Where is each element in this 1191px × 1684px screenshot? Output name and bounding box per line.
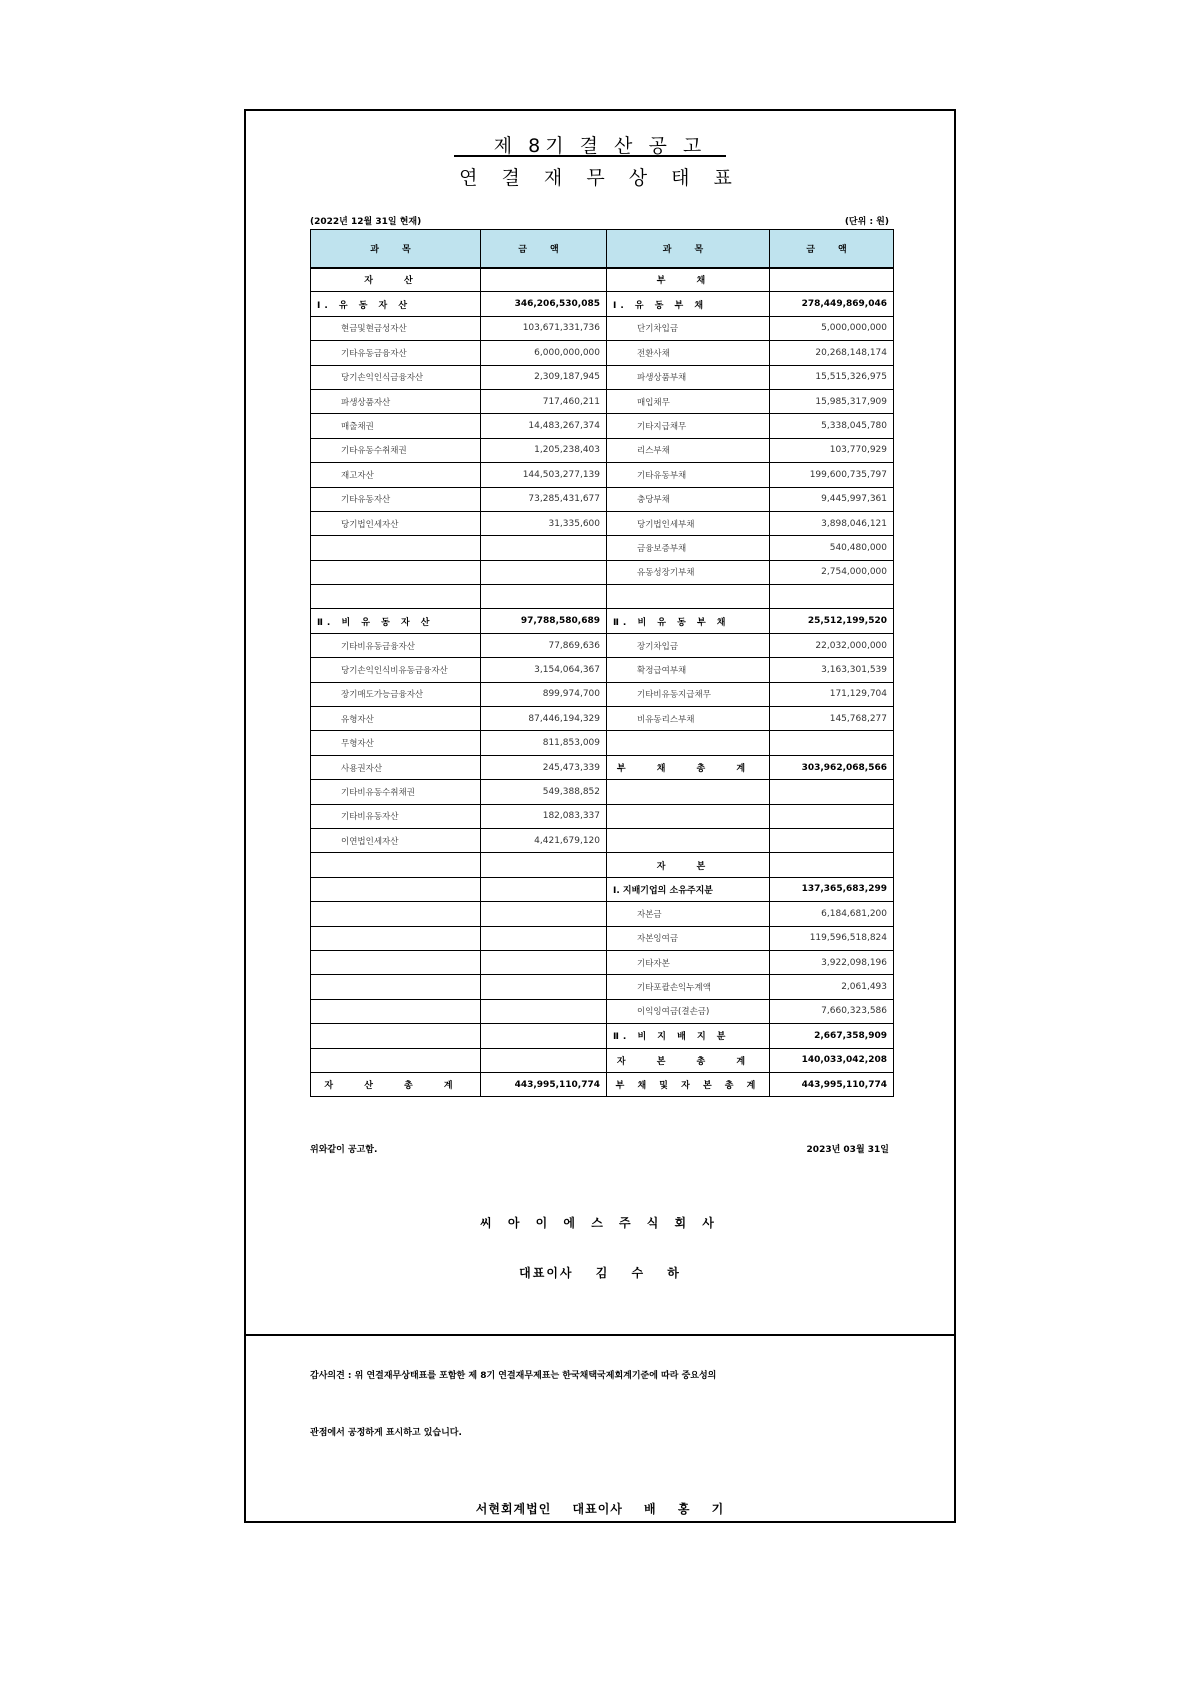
account-name-cell (311, 536, 481, 560)
amount-cell (481, 975, 607, 999)
table-row (311, 1048, 894, 1072)
amount-cell: 97,788,580,689 (481, 609, 607, 633)
account-name-cell: 현금및현금성자산 (311, 316, 481, 340)
table-row (311, 609, 894, 633)
table-row (311, 316, 894, 340)
account-name-cell: 기타지급채무 (607, 414, 770, 438)
account-name-cell: 단기차입금 (607, 316, 770, 340)
table-row (311, 926, 894, 950)
amount-cell: 9,445,997,361 (770, 487, 894, 511)
amount-cell: 2,754,000,000 (770, 560, 894, 584)
account-name-cell (311, 853, 481, 877)
amount-cell (481, 950, 607, 974)
account-name-cell: 기타유동수취채권 (311, 438, 481, 462)
table-row (311, 658, 894, 682)
amount-cell: 811,853,009 (481, 731, 607, 755)
amount-cell: 4,421,679,120 (481, 828, 607, 852)
account-name-cell: 자본잉여금 (607, 926, 770, 950)
table-row (311, 1072, 894, 1096)
account-name-cell: 이연법인세자산 (311, 828, 481, 852)
account-name-cell: 확정급여부채 (607, 658, 770, 682)
amount-cell: 199,600,735,797 (770, 463, 894, 487)
amount-cell: 1,205,238,403 (481, 438, 607, 462)
account-name-cell: 기타비유동수취채권 (311, 780, 481, 804)
account-name-cell: 유동성장기부채 (607, 560, 770, 584)
table-row (311, 292, 894, 316)
amount-cell: 103,770,929 (770, 438, 894, 462)
table-row (311, 585, 894, 609)
account-name-cell: 자 본 (607, 853, 770, 877)
amount-cell: 103,671,331,736 (481, 316, 607, 340)
title-underline (454, 155, 726, 157)
amount-cell: 137,365,683,299 (770, 877, 894, 901)
amount-cell: 22,032,000,000 (770, 633, 894, 657)
amount-cell: 119,596,518,824 (770, 926, 894, 950)
account-name-cell: 당기손익인식비유동금융자산 (311, 658, 481, 682)
column-header: 과 목 (311, 230, 481, 268)
table-row (311, 1024, 894, 1048)
amount-cell: 6,000,000,000 (481, 341, 607, 365)
page-title: 제 8기 결 산 공 고 (493, 135, 707, 157)
amount-cell (770, 268, 894, 292)
amount-cell: 549,388,852 (481, 780, 607, 804)
amount-cell: 14,483,267,374 (481, 414, 607, 438)
amount-cell: 171,129,704 (770, 682, 894, 706)
amount-cell: 278,449,869,046 (770, 292, 894, 316)
account-name-cell: 자 산 (311, 268, 481, 292)
document-frame (244, 109, 956, 1523)
account-name-cell: 당기손익인식금융자산 (311, 365, 481, 389)
account-name-cell: 기타비유동금융자산 (311, 633, 481, 657)
amount-cell: 15,985,317,909 (770, 389, 894, 413)
amount-cell (770, 853, 894, 877)
account-name-cell: 장기매도가능금융자산 (311, 682, 481, 706)
amount-cell: 87,446,194,329 (481, 707, 607, 731)
amount-cell: 140,033,042,208 (770, 1048, 894, 1072)
amount-cell: 73,285,431,677 (481, 487, 607, 511)
amount-cell: 3,898,046,121 (770, 511, 894, 535)
account-name-cell: 기타유동금융자산 (311, 341, 481, 365)
account-name-cell: 충당부채 (607, 487, 770, 511)
amount-cell (481, 877, 607, 901)
amount-cell: 899,974,700 (481, 682, 607, 706)
amount-cell: 3,163,301,539 (770, 658, 894, 682)
audit-opinion-line: 감사의견 : 위 연결재무상태표를 포함한 제 8기 연결재무제표는 한국채택국제회계기준에 따라 중요성의 (310, 1371, 717, 1381)
table-row (311, 633, 894, 657)
account-name-cell (607, 585, 770, 609)
account-name-cell (311, 926, 481, 950)
account-name-cell: 장기차입금 (607, 633, 770, 657)
table-row (311, 365, 894, 389)
amount-cell (770, 585, 894, 609)
table-row (311, 999, 894, 1023)
amount-cell (481, 999, 607, 1023)
amount-cell (770, 731, 894, 755)
account-name-cell: Ⅰ. 지배기업의 소유주지분 (607, 877, 770, 901)
account-name-cell: 유형자산 (311, 707, 481, 731)
table-row (311, 487, 894, 511)
account-name-cell: 부 채 (607, 268, 770, 292)
account-name-cell: 기타포괄손익누계액 (607, 975, 770, 999)
amount-cell (481, 1048, 607, 1072)
financial-statement-table (310, 229, 894, 1097)
audit-opinion-line: 관점에서 공정하게 표시하고 있습니다. (310, 1428, 462, 1438)
amount-cell: 346,206,530,085 (481, 292, 607, 316)
account-name-cell: 리스부채 (607, 438, 770, 462)
account-name-cell: 자 산 총 계 (311, 1072, 481, 1096)
amount-cell: 245,473,339 (481, 755, 607, 779)
amount-cell: 3,154,064,367 (481, 658, 607, 682)
announcement-note: 위와같이 공고함. (310, 1145, 378, 1155)
unit-label: (단위 : 원) (844, 217, 889, 227)
table-row (311, 536, 894, 560)
amount-cell: 31,335,600 (481, 511, 607, 535)
account-name-cell: 기타비유동지급채무 (607, 682, 770, 706)
account-name-cell (311, 1048, 481, 1072)
table-header-row (311, 230, 894, 268)
amount-cell: 443,995,110,774 (770, 1072, 894, 1096)
column-header: 금 액 (770, 230, 894, 268)
account-name-cell (607, 804, 770, 828)
section-divider (246, 1334, 954, 1336)
account-name-cell: Ⅰ. 유 동 부 채 (607, 292, 770, 316)
account-name-cell: Ⅱ. 비 유 동 자 산 (311, 609, 481, 633)
amount-cell: 717,460,211 (481, 389, 607, 413)
account-name-cell (311, 560, 481, 584)
table-row (311, 950, 894, 974)
account-name-cell: 당기법인세자산 (311, 511, 481, 535)
account-name-cell: 당기법인세부채 (607, 511, 770, 535)
table-row (311, 780, 894, 804)
table-row (311, 341, 894, 365)
account-name-cell: 기타유동자산 (311, 487, 481, 511)
account-name-cell (607, 731, 770, 755)
amount-cell (481, 536, 607, 560)
account-name-cell (311, 1024, 481, 1048)
amount-cell (770, 780, 894, 804)
account-name-cell (311, 950, 481, 974)
amount-cell: 5,000,000,000 (770, 316, 894, 340)
account-name-cell: 전환사채 (607, 341, 770, 365)
announcement-date: 2023년 03월 31일 (806, 1145, 889, 1155)
amount-cell: 25,512,199,520 (770, 609, 894, 633)
account-name-cell: 매입채무 (607, 389, 770, 413)
table-row (311, 804, 894, 828)
table-row (311, 707, 894, 731)
account-name-cell: Ⅰ. 유 동 자 산 (311, 292, 481, 316)
account-name-cell: 비유동리스부채 (607, 707, 770, 731)
account-name-cell: 무형자산 (311, 731, 481, 755)
amount-cell: 5,338,045,780 (770, 414, 894, 438)
table-row (311, 975, 894, 999)
account-name-cell: 기타자본 (607, 950, 770, 974)
table-row (311, 438, 894, 462)
amount-cell: 6,184,681,200 (770, 902, 894, 926)
account-name-cell: 이익잉여금(결손금) (607, 999, 770, 1023)
table-row (311, 560, 894, 584)
table-row (311, 877, 894, 901)
amount-cell: 2,309,187,945 (481, 365, 607, 389)
amount-cell: 3,922,098,196 (770, 950, 894, 974)
table-row (311, 828, 894, 852)
amount-cell: 77,869,636 (481, 633, 607, 657)
amount-cell: 182,083,337 (481, 804, 607, 828)
amount-cell: 540,480,000 (770, 536, 894, 560)
amount-cell (770, 828, 894, 852)
amount-cell: 20,268,148,174 (770, 341, 894, 365)
account-name-cell (311, 877, 481, 901)
table-row (311, 463, 894, 487)
amount-cell: 144,503,277,139 (481, 463, 607, 487)
account-name-cell: 재고자산 (311, 463, 481, 487)
account-name-cell: 매출채권 (311, 414, 481, 438)
account-name-cell: 금융보증부채 (607, 536, 770, 560)
amount-cell: 15,515,326,975 (770, 365, 894, 389)
account-name-cell (311, 585, 481, 609)
account-name-cell (311, 975, 481, 999)
account-name-cell: 자본금 (607, 902, 770, 926)
column-header: 금 액 (481, 230, 607, 268)
amount-cell: 7,660,323,586 (770, 999, 894, 1023)
table-row (311, 268, 894, 292)
account-name-cell: 부 채 및 자 본 총 계 (607, 1072, 770, 1096)
account-name-cell: 파생상품자산 (311, 389, 481, 413)
amount-cell: 2,667,358,909 (770, 1024, 894, 1048)
account-name-cell: 파생상품부채 (607, 365, 770, 389)
amount-cell (481, 902, 607, 926)
company-name: 씨 아 이 에 스 주 식 회 사 (480, 1216, 720, 1230)
table-row (311, 511, 894, 535)
page-subtitle: 연 결 재 무 상 태 표 (459, 167, 741, 189)
account-name-cell (311, 999, 481, 1023)
amount-cell (481, 560, 607, 584)
column-header: 과 목 (607, 230, 770, 268)
table-row (311, 853, 894, 877)
account-name-cell: Ⅱ. 비 지 배 지 분 (607, 1024, 770, 1048)
account-name-cell: 사용권자산 (311, 755, 481, 779)
amount-cell: 145,768,277 (770, 707, 894, 731)
account-name-cell: 기타유동부채 (607, 463, 770, 487)
amount-cell: 303,962,068,566 (770, 755, 894, 779)
amount-cell: 443,995,110,774 (481, 1072, 607, 1096)
amount-cell (481, 853, 607, 877)
amount-cell (770, 804, 894, 828)
account-name-cell (311, 902, 481, 926)
table-row (311, 389, 894, 413)
account-name-cell: Ⅱ. 비 유 동 부 채 (607, 609, 770, 633)
table-row (311, 755, 894, 779)
table-row (311, 682, 894, 706)
table-row (311, 902, 894, 926)
table-row (311, 414, 894, 438)
amount-cell (481, 1024, 607, 1048)
amount-cell (481, 268, 607, 292)
account-name-cell: 자 본 총 계 (607, 1048, 770, 1072)
amount-cell (481, 926, 607, 950)
account-name-cell (607, 780, 770, 804)
amount-cell (481, 585, 607, 609)
table-row (311, 731, 894, 755)
account-name-cell: 부 채 총 계 (607, 755, 770, 779)
as-of-date: (2022년 12월 31일 현재) (310, 217, 422, 227)
account-name-cell: 기타비유동자산 (311, 804, 481, 828)
ceo-name: 대표이사 김 수 하 (519, 1266, 681, 1280)
account-name-cell (607, 828, 770, 852)
auditor-signature: 서현회계법인 대표이사 배 홍 기 (475, 1502, 725, 1516)
amount-cell: 2,061,493 (770, 975, 894, 999)
